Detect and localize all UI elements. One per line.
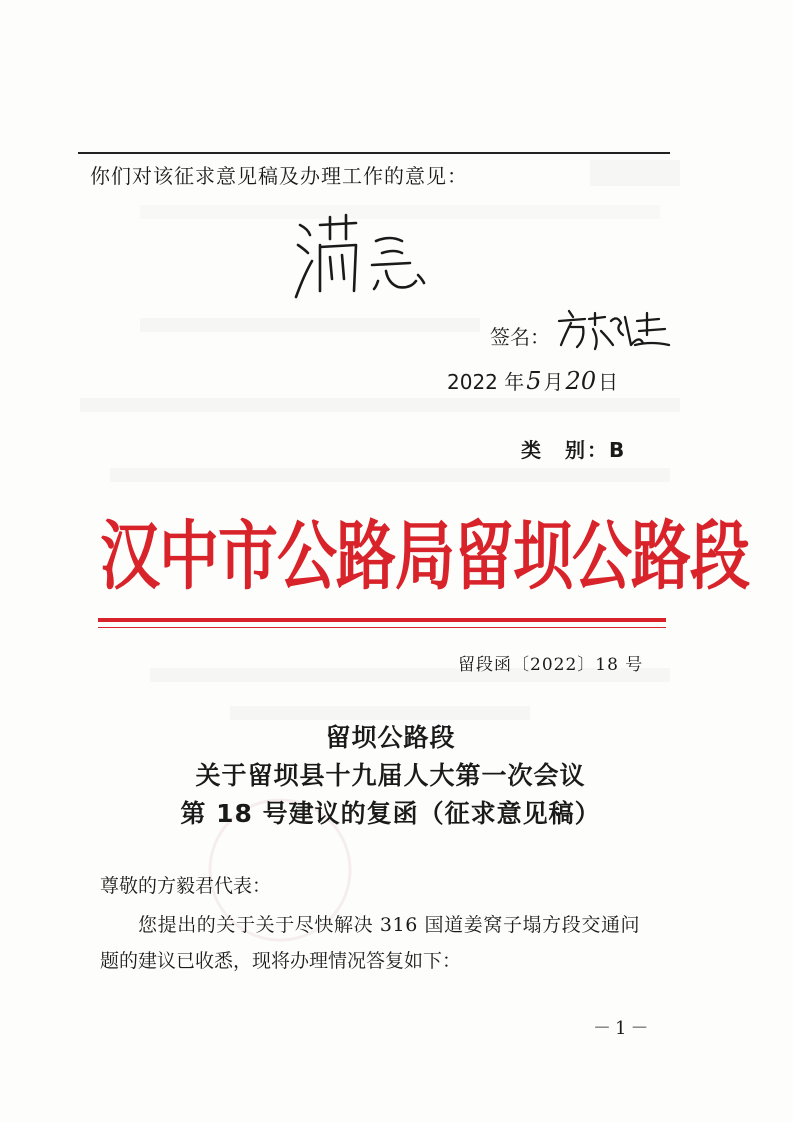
body-paragraph-text-1: 您提出的关于关于尽快解决 316 国道姜窝子塌方段交通问 (138, 914, 641, 936)
category-value: B (609, 438, 627, 462)
date-day-suffix: 日 (598, 370, 619, 394)
date-year-suffix: 年 (504, 370, 525, 394)
bleed-through-shadow (140, 318, 480, 332)
document-title-line-3: 第 18 号建议的复函（征求意见稿） (180, 799, 601, 828)
bleed-through-shadow (590, 160, 680, 186)
date-month: 5 (526, 367, 542, 395)
body-paragraph-line-1 (100, 910, 680, 937)
opinion-label: 你们对该征求意见稿及办理工作的意见： (90, 164, 468, 188)
document-title-line-2: 关于留坝县十九届人大第一次会议 (195, 761, 586, 790)
bleed-through-shadow (110, 468, 670, 482)
document-number: 留段函〔2022〕18 号 (458, 655, 644, 675)
date-year: 2022 (447, 370, 498, 394)
bleed-through-shadow (80, 398, 680, 412)
salutation: 尊敬的方毅君代表： (100, 875, 272, 897)
signature-label: 签名： (490, 325, 550, 349)
letterhead-title: 汉中市公路局留坝公路段 (100, 513, 749, 601)
letterhead-rule-thick (98, 618, 666, 622)
signature-date (447, 366, 618, 395)
date-month-suffix: 月 (543, 370, 564, 394)
handwritten-opinion (290, 205, 440, 305)
category-label: 类 别： (521, 438, 609, 462)
category-line (521, 434, 626, 463)
handwritten-signature (555, 305, 675, 355)
body-paragraph-line-2: 题的建议已收悉，现将办理情况答复如下： (100, 950, 462, 972)
top-divider (78, 152, 670, 154)
page-number: －1－ (593, 1018, 653, 1039)
letterhead-rule-thin (98, 627, 666, 628)
document-title-line-1: 留坝公路段 (325, 723, 456, 752)
date-day: 20 (565, 367, 597, 395)
